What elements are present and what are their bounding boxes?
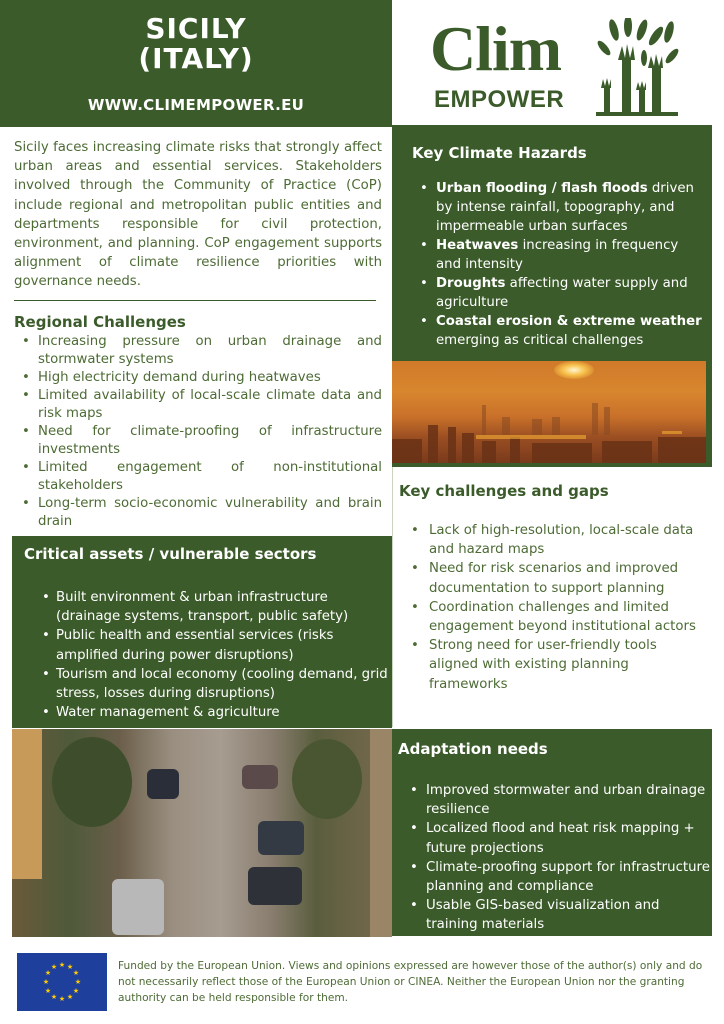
- adaptation-needs-section: [392, 729, 712, 936]
- svg-text:★: ★: [58, 961, 66, 969]
- eu-flag-icon: [17, 953, 107, 1011]
- heatwave-image-frame: [392, 357, 712, 467]
- car: [112, 879, 164, 935]
- intro-paragraph: Sicily faces increasing climate risks that strongly affect urban areas and essential services. Stakeholders involved through the Community of Practice (CoP) include regional and metropolitan public entities and departments responsible for civil protection, environment, and planning. CoP engagement supports alignment of climate resilience priorities with governance needs.: [14, 140, 382, 290]
- list-item: • Lack of high-resolution, local-scale data and hazard maps: [405, 521, 708, 559]
- intro-divider: [14, 300, 376, 301]
- list-item: • Tourism and local economy (cooling demand, grid stress, losses during disruptions): [36, 665, 392, 703]
- list-item: • Need for climate-proofing of infrastructure investments: [16, 423, 382, 459]
- header-banner: [0, 0, 392, 127]
- car: [248, 867, 302, 905]
- adaptation-needs-heading: Adaptation needs: [398, 740, 548, 758]
- list-item: • Limited availability of local-scale climate data and risk maps: [16, 387, 382, 423]
- hazard-name: Droughts: [436, 276, 506, 291]
- hazard-description: emerging as critical challenges: [436, 333, 644, 348]
- list-item: • Strong need for user-friendly tools aligned with existing planning frameworks: [405, 636, 708, 694]
- flooded-street-image: [12, 729, 392, 937]
- svg-text:★: ★: [44, 969, 52, 977]
- list-item: • Long-term socio-economic vulnerability and brain drain: [16, 495, 382, 531]
- logo-word-clim: Clim: [430, 13, 562, 84]
- key-climate-hazards-heading: Key Climate Hazards: [412, 144, 587, 162]
- car: [258, 821, 304, 855]
- heatwave-city-image: [392, 361, 706, 463]
- list-item: [418, 179, 702, 236]
- hazard-description: affecting water supply and agriculture: [436, 276, 688, 310]
- key-climate-hazards-section: [392, 127, 712, 357]
- building-right: [370, 729, 392, 937]
- hazard-description: driven by intense rainfall, topography, and impermeable urban surfaces: [436, 181, 694, 234]
- list-item: • Improved stormwater and urban drainage resilience: [404, 781, 712, 819]
- hazard-name: Heatwaves: [436, 238, 519, 253]
- tree-left: [52, 737, 132, 827]
- car: [147, 769, 179, 799]
- list-item: • Increasing pressure on urban drainage and stormwater systems: [16, 333, 382, 369]
- list-item: • Built environment & urban infrastructure (drainage systems, transport, public safety): [36, 588, 392, 626]
- list-item: [418, 274, 702, 312]
- list-item: • Need for risk scenarios and improved documentation to support planning: [405, 559, 708, 597]
- hazard-description: increasing in frequency and intensity: [436, 238, 679, 272]
- key-challenges-gaps-section: [392, 467, 712, 727]
- hazard-name: Urban flooding / flash floods: [436, 181, 648, 196]
- critical-assets-heading: Critical assets / vulnerable sectors: [24, 545, 317, 563]
- tree-right: [292, 739, 362, 819]
- list-item: • Limited engagement of non-institutional stakeholders: [16, 459, 382, 495]
- climempower-logo: [392, 0, 724, 127]
- list-item: [418, 312, 702, 350]
- regional-challenges-heading: Regional Challenges: [14, 313, 186, 331]
- regional-challenges-section: [14, 312, 382, 531]
- key-challenges-gaps-heading: Key challenges and gaps: [399, 482, 609, 500]
- website-link[interactable]: WWW.CLIMEMPOWER.EU: [87, 96, 305, 114]
- logo-word-empower: EMPOWER: [434, 86, 565, 113]
- list-item: • Coordination challenges and limited engagement beyond institutional actors: [405, 598, 708, 636]
- region-title-line2: (ITALY): [138, 42, 254, 75]
- hands-tree-icon: [592, 18, 682, 118]
- funding-disclaimer: Funded by the European Union. Views and opinions expressed are however those of the author(s) only and do not necessarily reflect those of the European Union or CINEA. Neither the European Union nor the granting authority can be held responsible for them.: [118, 960, 703, 1004]
- list-item: [418, 236, 702, 274]
- list-item: • Public health and essential services (risks amplified during power disruptions): [36, 626, 392, 664]
- car: [242, 765, 278, 789]
- list-item: • High electricity demand during heatwaves: [16, 369, 382, 387]
- city-skyline: [392, 361, 706, 463]
- region-title: [0, 0, 392, 74]
- svg-text:★: ★: [74, 978, 82, 986]
- svg-text:★: ★: [72, 987, 80, 995]
- region-title-line1: SICILY: [145, 12, 247, 45]
- list-item: • Usable GIS-based visualization and training materials: [404, 896, 712, 934]
- svg-text:★: ★: [66, 963, 74, 971]
- list-item: • Water management & agriculture: [36, 703, 392, 722]
- svg-text:★: ★: [42, 978, 50, 986]
- list-item: • Localized flood and heat risk mapping + future projections: [404, 819, 712, 857]
- svg-text:★: ★: [66, 993, 74, 1001]
- svg-text:★: ★: [50, 963, 58, 971]
- svg-text:★: ★: [58, 995, 66, 1003]
- svg-text:★: ★: [44, 987, 52, 995]
- svg-text:★: ★: [72, 969, 80, 977]
- critical-assets-section: [12, 536, 392, 728]
- hazard-name: Coastal erosion & extreme weather: [436, 314, 702, 329]
- svg-text:★: ★: [50, 993, 58, 1001]
- building-left: [12, 729, 42, 879]
- list-item: • Climate-proofing support for infrastructure planning and compliance: [404, 858, 712, 896]
- eu-stars: [17, 953, 107, 1011]
